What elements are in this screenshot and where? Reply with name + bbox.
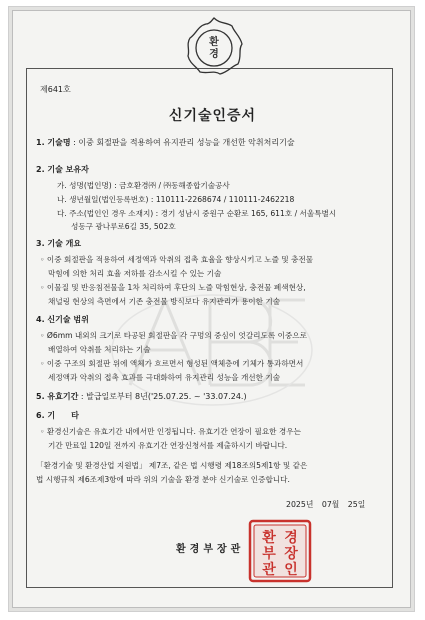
scope-line3: ◦ 이중 구조의 회절판 위에 액체가 흐르면서 형성된 액체층에 기체가 통과하면서	[40, 359, 304, 368]
svg-text:관: 관	[262, 562, 276, 578]
section4-label: 4. 신기술 범위	[36, 315, 89, 324]
emblem-text-top: 환	[209, 37, 219, 48]
government-emblem-icon	[180, 14, 248, 82]
svg-text:경: 경	[284, 530, 298, 546]
overview-line4: 채널링 현상의 측면에서 기존 충전물 방식보다 유지관리가 용이한 기술	[48, 297, 281, 306]
holder-name: 가. 성명(법인명) : 금호환경㈜ / ㈜동해종합기술공사	[57, 181, 230, 190]
official-seal-stamp	[247, 518, 313, 584]
misc-line2: 기간 만료일 120일 전까지 유효기간 연장신청서를 제출하시기 바랍니다.	[48, 441, 288, 450]
section2-label: 2. 기술 보유자	[36, 165, 89, 174]
section1-label: 1. 기술명	[36, 138, 71, 147]
certificate-number: 제641호	[40, 85, 71, 94]
section1-text: : 이중 회절판을 적용하여 유지관리 성능을 개선한 악취처리기술	[73, 138, 295, 147]
scope-line4: 세정액과 악취의 접촉 효과를 극대화하여 유지관리 성능을 개선한 기술	[48, 373, 281, 382]
overview-line1: ◦ 이중 회절판을 적용하여 세정액과 악취의 접촉 효율을 향상시키고 노즐 및 충전물	[40, 255, 314, 264]
svg-text:부: 부	[262, 546, 276, 562]
scope-line2: 배열하여 악취를 처리하는 기술	[48, 345, 151, 354]
legal-basis-line1: 「환경기술 및 환경산업 지원법」 제7조, 같은 법 시행령 제18조의5제1항 및 같은	[36, 461, 308, 470]
issuer-ministry: 환경부장관	[176, 544, 245, 555]
svg-text:인: 인	[284, 562, 298, 578]
svg-text:장: 장	[284, 546, 298, 562]
legal-basis-line2: 법 시행규칙 제6조제3항에 따라 위의 기술을 환경 분야 신기술로 인증합니다.	[36, 475, 290, 484]
holder-address-line1: 다. 주소(법인인 경우 소재지) : 경기 성남시 중원구 순환로 165, 611호 / 서울특별시	[57, 209, 337, 218]
misc-line1: ◦ 환경신기술은 유효기간 내에서만 인정됩니다. 유효기간 연장이 필요한 경우는	[40, 427, 301, 436]
scope-line1: ◦ Ø6mm 내외의 크기로 타공된 회절판을 각 구멍의 중심이 엇갈리도록 이중으로	[40, 331, 307, 340]
certificate-title: 신기술인증서	[168, 108, 257, 124]
overview-line3: ◦ 이물질 및 반응침전물을 1차 처리하여 후단의 노즐 막힘현상, 충전물 폐색현상,	[40, 283, 306, 292]
holder-address-line2: 성동구 광나루로6길 35, 502호	[71, 222, 176, 231]
overview-line2: 막힘에 의한 처리 효율 저하를 감소시킬 수 있는 기술	[48, 269, 222, 278]
section3-label: 3. 기술 개요	[36, 239, 82, 248]
issue-day: 25일	[347, 500, 366, 509]
holder-reg-number: 나. 생년월일(법인등록번호) : 110111-2268674 / 110111-2462218	[57, 195, 295, 204]
section5-label: 5. 유효기간	[36, 392, 79, 401]
issue-date	[286, 499, 371, 510]
validity-period: : 발급일로부터 8년('25.07.25. ~ '33.07.24.)	[80, 392, 247, 401]
svg-text:환: 환	[262, 530, 276, 546]
issue-year: 2025년	[286, 500, 314, 509]
emblem-text-bottom: 경	[209, 49, 219, 60]
issue-month: 07월	[321, 500, 340, 509]
section6-label: 6. 기 타	[36, 411, 79, 420]
